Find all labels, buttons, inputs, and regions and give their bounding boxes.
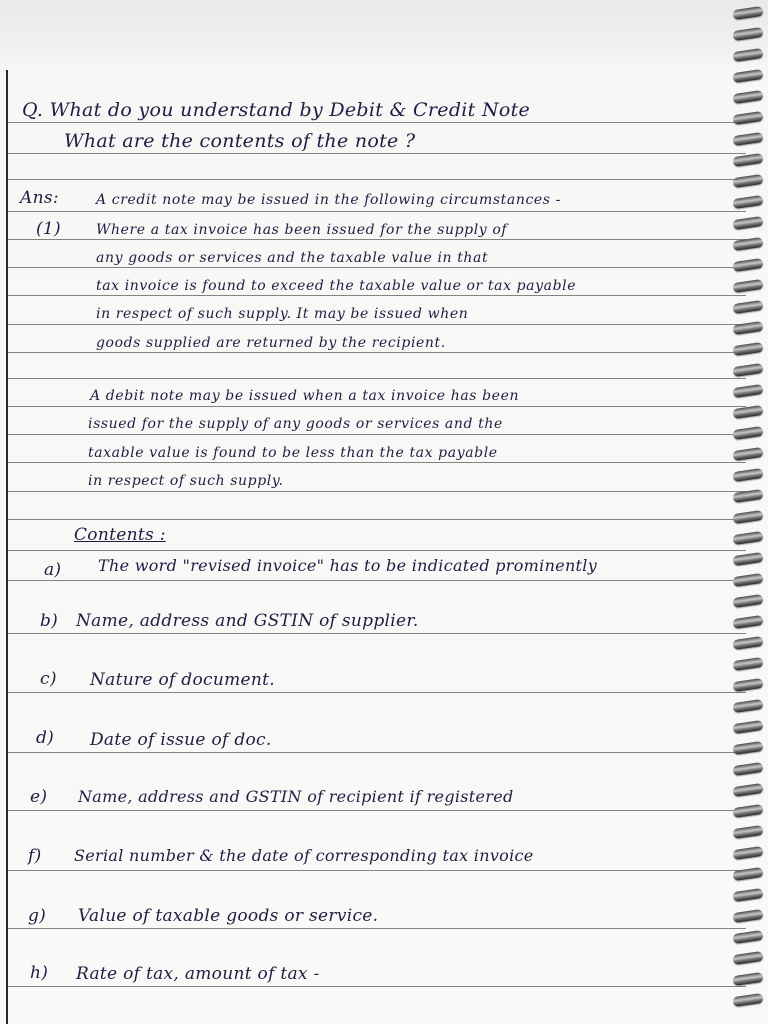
- spiral-coil: [732, 237, 763, 251]
- contents-letter: b): [40, 611, 59, 631]
- spiral-coil: [732, 279, 763, 293]
- spiral-coil: [732, 657, 763, 671]
- spiral-coil: [732, 321, 763, 335]
- spiral-coil: [732, 6, 763, 20]
- contents-letter: a): [44, 560, 62, 580]
- contents-heading: Contents :: [74, 525, 166, 545]
- question-line-2: What are the contents of the note ?: [64, 130, 416, 152]
- spiral-coil: [732, 804, 763, 818]
- spiral-coil: [732, 405, 763, 419]
- spiral-coil: [732, 195, 763, 209]
- spiral-coil: [732, 447, 763, 461]
- spiral-coil: [732, 972, 763, 986]
- spiral-coil: [732, 636, 763, 650]
- credit-line: any goods or services and the taxable value in that: [96, 250, 489, 266]
- debit-line: taxable value is found to be less than the tax payable: [88, 445, 498, 461]
- contents-item: Rate of tax, amount of tax -: [76, 964, 320, 984]
- spiral-coil: [732, 27, 763, 41]
- contents-letter: h): [30, 963, 49, 983]
- debit-line: issued for the supply of any goods or services and the: [88, 416, 503, 432]
- contents-item: Serial number & the date of corresponding tax invoice: [74, 846, 534, 865]
- spiral-coil: [732, 930, 763, 944]
- spiral-coil: [732, 846, 763, 860]
- spiral-coil: [732, 132, 763, 146]
- contents-letter: c): [40, 669, 57, 689]
- spiral-coil: [732, 342, 763, 356]
- contents-item: Nature of document.: [90, 670, 275, 690]
- spiral-coil: [732, 552, 763, 566]
- spiral-coil: [732, 468, 763, 482]
- spiral-coil: [732, 699, 763, 713]
- contents-item: Value of taxable goods or service.: [78, 906, 379, 926]
- spiral-coil: [732, 216, 763, 230]
- contents-letter: f): [28, 846, 42, 866]
- contents-letter: g): [28, 906, 47, 926]
- credit-line: goods supplied are returned by the recipient.: [96, 335, 446, 351]
- spiral-coil: [732, 678, 763, 692]
- spiral-coil: [732, 573, 763, 587]
- spiral-coil: [732, 909, 763, 923]
- spiral-coil: [732, 888, 763, 902]
- spiral-coil: [732, 825, 763, 839]
- answer-label: Ans:: [20, 188, 59, 208]
- spiral-coil: [732, 993, 763, 1007]
- spiral-coil: [732, 258, 763, 272]
- spiral-coil: [732, 363, 763, 377]
- spiral-coil: [732, 174, 763, 188]
- spiral-coil: [732, 489, 763, 503]
- debit-line: A debit note may be issued when a tax invoice has been: [90, 388, 520, 404]
- credit-line: Where a tax invoice has been issued for the supply of: [96, 222, 508, 238]
- spiral-coil: [732, 951, 763, 965]
- contents-item: Date of issue of doc.: [90, 730, 272, 750]
- spiral-coil: [732, 90, 763, 104]
- spiral-coil: [732, 720, 763, 734]
- spiral-coil: [732, 426, 763, 440]
- contents-item: The word "revised invoice" has to be indicated prominently: [98, 556, 598, 575]
- spiral-coil: [732, 594, 763, 608]
- spiral-coil: [732, 867, 763, 881]
- question-line-1: Q. What do you understand by Debit & Credit Note: [22, 99, 531, 121]
- spiral-coil: [732, 69, 763, 83]
- spiral-coil: [732, 741, 763, 755]
- contents-item: Name, address and GSTIN of recipient if registered: [78, 787, 514, 806]
- spiral-coil: [732, 153, 763, 167]
- point-number: (1): [36, 219, 61, 239]
- spiral-coil: [732, 615, 763, 629]
- spiral-coil: [732, 48, 763, 62]
- credit-intro: A credit note may be issued in the following circumstances -: [96, 192, 561, 208]
- spiral-coil: [732, 111, 763, 125]
- spiral-coil: [732, 300, 763, 314]
- spiral-coil: [732, 384, 763, 398]
- contents-letter: d): [36, 728, 55, 748]
- spiral-coil: [732, 510, 763, 524]
- credit-line: in respect of such supply. It may be issued when: [96, 306, 469, 322]
- spiral-coil: [732, 531, 763, 545]
- credit-line: tax invoice is found to exceed the taxable value or tax payable: [96, 278, 577, 294]
- spiral-coil: [732, 762, 763, 776]
- contents-item: Name, address and GSTIN of supplier.: [76, 611, 419, 631]
- contents-letter: e): [30, 787, 48, 807]
- spiral-coil: [732, 783, 763, 797]
- debit-line: in respect of such supply.: [88, 473, 284, 489]
